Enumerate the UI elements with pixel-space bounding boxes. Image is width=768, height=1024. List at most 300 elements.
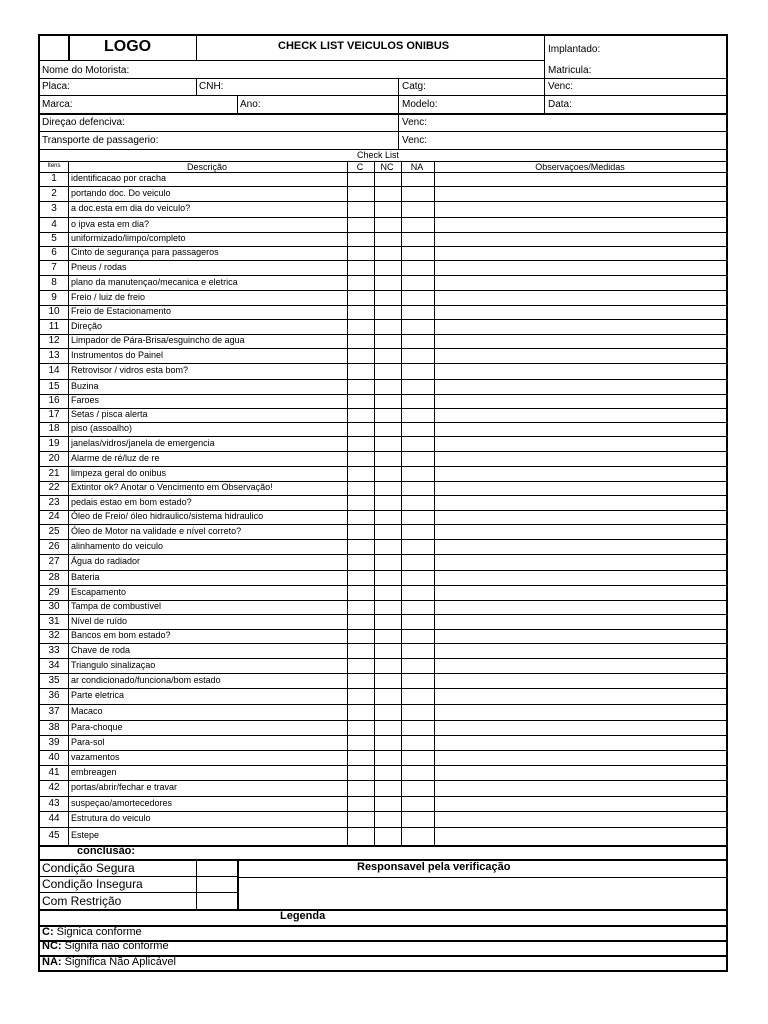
na-cell[interactable] [402,797,433,810]
nc-cell[interactable] [375,276,400,289]
c-cell[interactable] [348,261,373,274]
c-cell[interactable] [348,423,373,435]
c-cell[interactable] [348,409,373,421]
data-field[interactable] [578,97,724,111]
direcao-venc-field[interactable] [433,115,723,129]
c-cell[interactable] [348,452,373,465]
na-cell[interactable] [402,380,433,393]
nc-cell[interactable] [375,173,400,185]
obs-cell[interactable] [435,395,726,407]
item-description: Escapamento [71,587,127,597]
obs-cell[interactable] [435,291,726,304]
c-cell[interactable] [348,233,373,245]
obs-cell[interactable] [435,276,726,289]
nc-cell[interactable] [375,261,400,274]
grid-line [347,161,348,845]
na-cell[interactable] [402,644,433,657]
obs-cell[interactable] [435,437,726,450]
item-description: a doc.esta em dia do veiculo? [71,203,191,213]
obs-cell[interactable] [435,812,726,826]
com-restricao-label: Com Restrição [42,894,122,908]
obs-cell[interactable] [435,571,726,584]
nc-cell[interactable] [375,218,400,231]
title-divider [196,36,197,60]
c-cell[interactable] [348,586,373,599]
c-cell[interactable] [348,721,373,734]
legend-text: Significa Não Aplicável [61,956,176,968]
item-description: plano da manutençao/mecanica e eletrica [71,277,238,287]
checklist-section-title: Check List [357,150,400,160]
item-description: Estepe [71,830,100,840]
na-cell[interactable] [402,409,433,421]
obs-cell[interactable] [435,364,726,378]
na-cell[interactable] [402,781,433,795]
c-cell[interactable] [348,202,373,216]
item-number: 40 [48,752,60,763]
nc-cell[interactable] [375,736,400,749]
obs-cell[interactable] [435,261,726,274]
nc-cell[interactable] [375,247,400,259]
obs-cell[interactable] [435,423,726,435]
item-number: 37 [48,706,60,717]
nc-cell[interactable] [375,202,400,216]
item-description: Chave de roda [71,645,131,655]
nc-cell[interactable] [375,482,400,494]
grid-line [237,877,727,878]
item-description: Faroes [71,395,100,405]
item-description: Bancos em bom estado? [71,630,171,640]
obs-cell[interactable] [435,540,726,553]
c-cell[interactable] [348,482,373,494]
obs-cell[interactable] [435,781,726,795]
c-cell[interactable] [348,349,373,362]
item-number: 16 [48,395,60,406]
na-cell[interactable] [402,540,433,553]
c-cell[interactable] [348,781,373,795]
placa-field[interactable] [72,80,192,94]
na-cell[interactable] [402,736,433,749]
item-description: Cinto de segurança para passageros [71,247,219,257]
na-cell[interactable] [402,555,433,569]
legend-code: C: [42,926,54,938]
na-cell[interactable] [402,705,433,719]
item-number: 2 [51,188,57,199]
na-cell[interactable] [402,202,433,216]
transporte-venc-label: Venc: [402,135,428,146]
data-label: Data: [548,99,572,110]
obs-cell[interactable] [435,630,726,642]
na-cell[interactable] [402,349,433,362]
item-description: portando doc. Do veiculo [71,188,171,198]
obs-cell[interactable] [435,615,726,628]
na-cell[interactable] [402,291,433,304]
item-description: Estrutura do veiculo [71,813,151,823]
c-cell[interactable] [348,291,373,304]
na-cell[interactable] [402,173,433,185]
grid-line [237,95,238,113]
c-cell[interactable] [348,674,373,687]
catg-field[interactable] [432,80,540,94]
obs-cell[interactable] [435,674,726,687]
checklist-form [38,34,728,972]
catg-label: Catg: [402,81,426,92]
nc-cell[interactable] [375,828,400,844]
c-cell[interactable] [348,395,373,407]
item-number: 25 [48,526,60,537]
na-cell[interactable] [402,395,433,407]
c-cell[interactable] [348,644,373,657]
na-cell[interactable] [402,525,433,538]
modelo-field[interactable] [445,97,541,111]
nc-cell[interactable] [375,511,400,523]
c-cell[interactable] [348,306,373,318]
item-number: 20 [48,453,60,464]
na-cell[interactable] [402,601,433,613]
item-description: Setas / pisca alerta [71,409,148,419]
item-number: 28 [48,572,60,583]
obs-cell[interactable] [435,496,726,509]
na-cell[interactable] [402,320,433,333]
item-description: Buzina [71,381,99,391]
item-number: 26 [48,541,60,552]
obs-cell[interactable] [435,467,726,480]
obs-cell[interactable] [435,306,726,318]
marca-label: Marca: [42,99,73,110]
venc-field[interactable] [580,80,724,94]
c-cell[interactable] [348,437,373,450]
c-cell[interactable] [348,525,373,538]
responsavel-field[interactable] [240,880,725,907]
nc-cell[interactable] [375,659,400,672]
na-cell[interactable] [402,218,433,231]
c-cell[interactable] [348,766,373,779]
nc-cell[interactable] [375,721,400,734]
item-description: Retrovisor / vidros esta bom? [71,365,189,375]
item-description: janelas/vidros/janela de emergencia [71,438,215,448]
nc-cell[interactable] [375,601,400,613]
logo: LOGO [104,38,152,55]
grid-line [544,78,545,113]
ano-field[interactable] [266,97,394,111]
item-description: o ipva esta em dia? [71,219,150,229]
grid-line [374,161,375,845]
item-description: Para-choque [71,722,123,732]
nome-motorista-field[interactable] [140,62,540,76]
c-cell[interactable] [348,630,373,642]
item-description: embreagen [71,767,117,777]
nc-header: NC [380,162,394,172]
c-cell[interactable] [348,380,373,393]
c-cell[interactable] [348,187,373,200]
nc-cell[interactable] [375,812,400,826]
transporte-venc-field[interactable] [433,133,723,147]
obs-cell[interactable] [435,380,726,393]
na-cell[interactable] [402,306,433,318]
item-number: 39 [48,737,60,748]
item-number: 32 [48,630,60,641]
nc-cell[interactable] [375,467,400,480]
c-cell[interactable] [348,736,373,749]
c-cell[interactable] [348,812,373,826]
item-number: 19 [48,438,60,449]
obs-cell[interactable] [435,659,726,672]
obs-cell[interactable] [435,335,726,347]
conclusao-title: conclusão: [77,845,136,857]
legend-text: Signica conforme [53,926,142,938]
na-cell[interactable] [402,659,433,672]
na-cell[interactable] [402,812,433,826]
na-cell[interactable] [402,674,433,687]
na-cell[interactable] [402,751,433,764]
nc-cell[interactable] [375,335,400,347]
nc-cell[interactable] [375,233,400,245]
na-cell[interactable] [402,187,433,200]
na-cell[interactable] [402,437,433,450]
nc-cell[interactable] [375,766,400,779]
na-cell[interactable] [402,467,433,480]
c-cell[interactable] [348,797,373,810]
item-number: 21 [48,468,60,479]
nc-cell[interactable] [375,496,400,509]
na-cell[interactable] [402,233,433,245]
legend-code: NC: [42,940,62,952]
nc-cell[interactable] [375,380,400,393]
c-cell[interactable] [348,689,373,703]
grid-line [40,845,727,847]
nome-motorista-label: Nome do Motorista: [42,65,130,76]
c-cell[interactable] [348,173,373,185]
item-description: Freio / luiz de freio [71,292,146,302]
item-number: 43 [48,798,60,809]
c-cell[interactable] [348,496,373,509]
item-description: Óleo de Freio/ óleo hidraulico/sistema hidraulico [71,511,264,521]
obs-cell[interactable] [435,751,726,764]
na-cell[interactable] [402,364,433,378]
item-number: 5 [51,233,57,244]
item-description: Pneus / rodas [71,262,127,272]
na-cell[interactable] [402,247,433,259]
nc-cell[interactable] [375,555,400,569]
nc-cell[interactable] [375,689,400,703]
c-cell[interactable] [348,218,373,231]
obs-cell[interactable] [435,349,726,362]
nc-cell[interactable] [375,437,400,450]
item-number: 14 [48,365,60,376]
legend-text: Signifa não conforme [61,940,169,952]
na-cell[interactable] [402,335,433,347]
na-cell[interactable] [402,276,433,289]
nc-cell[interactable] [375,630,400,642]
na-cell[interactable] [402,828,433,844]
item-number: 44 [48,813,60,824]
obs-cell[interactable] [435,202,726,216]
nc-cell[interactable] [375,797,400,810]
item-number: 42 [48,782,60,793]
item-description: Instrumentos do Painel [71,350,164,360]
c-cell[interactable] [348,320,373,333]
nc-cell[interactable] [375,320,400,333]
obs-cell[interactable] [435,705,726,719]
c-cell[interactable] [348,705,373,719]
obs-cell[interactable] [435,247,726,259]
item-description: Óleo de Motor na validade e nível correto? [71,526,242,536]
c-cell[interactable] [348,247,373,259]
nc-cell[interactable] [375,781,400,795]
na-cell[interactable] [402,571,433,584]
c-cell[interactable] [348,751,373,764]
obs-cell[interactable] [435,797,726,810]
item-description: Alarme de ré/luz de re [71,453,160,463]
nc-cell[interactable] [375,349,400,362]
nc-cell[interactable] [375,615,400,628]
c-cell[interactable] [348,615,373,628]
na-cell[interactable] [402,586,433,599]
direcao-venc-label: Venc: [402,117,428,128]
obs-cell[interactable] [435,555,726,569]
obs-cell[interactable] [435,320,726,333]
nc-cell[interactable] [375,187,400,200]
na-cell[interactable] [402,721,433,734]
item-description: Limpador de Pára-Brisa/esguincho de agua [71,335,245,345]
nc-cell[interactable] [375,306,400,318]
na-cell[interactable] [402,423,433,435]
item-description: limpeza geral do onibus [71,468,167,478]
na-cell[interactable] [402,766,433,779]
c-cell[interactable] [348,555,373,569]
obs-cell[interactable] [435,173,726,185]
obs-cell[interactable] [435,689,726,703]
obs-cell[interactable] [435,187,726,200]
item-number: 18 [48,423,60,434]
com-restricao-box[interactable] [198,894,235,908]
c-cell[interactable] [348,364,373,378]
c-cell[interactable] [348,540,373,553]
item-description: uniformizado/limpo/completo [71,233,186,243]
na-cell[interactable] [402,452,433,465]
nc-cell[interactable] [375,452,400,465]
obs-cell[interactable] [435,586,726,599]
obs-cell[interactable] [435,482,726,494]
c-cell[interactable] [348,828,373,844]
na-cell[interactable] [402,482,433,494]
grid-line [40,131,727,132]
obs-cell[interactable] [435,601,726,613]
condicao-insegura-box[interactable] [198,878,235,892]
nc-cell[interactable] [375,644,400,657]
nc-cell[interactable] [375,540,400,553]
na-cell[interactable] [402,511,433,523]
c-cell[interactable] [348,467,373,480]
item-description: Bateria [71,572,100,582]
item-description: Freio de Estacionamento [71,306,172,316]
item-number: 1 [51,173,57,184]
obs-cell[interactable] [435,736,726,749]
modelo-label: Modelo: [402,99,438,110]
placa-label: Placa: [42,81,70,92]
nc-cell[interactable] [375,571,400,584]
na-cell[interactable] [402,261,433,274]
c-cell[interactable] [348,571,373,584]
nc-cell[interactable] [375,395,400,407]
item-description: alinhamento do veiculo [71,541,164,551]
nc-cell[interactable] [375,674,400,687]
c-cell[interactable] [348,335,373,347]
obs-cell[interactable] [435,721,726,734]
nc-cell[interactable] [375,364,400,378]
transporte-field[interactable] [175,133,395,147]
obs-cell[interactable] [435,218,726,231]
obs-cell[interactable] [435,511,726,523]
marca-field[interactable] [80,97,234,111]
nc-cell[interactable] [375,423,400,435]
item-description: Nível de ruído [71,616,128,626]
item-number: 22 [48,482,60,493]
na-cell[interactable] [402,689,433,703]
ano-label: Ano: [240,99,261,110]
item-description: portas/abrir/fechar e travar [71,782,178,792]
grid-line [40,892,237,893]
implantado-field[interactable] [606,38,724,58]
item-description: ar condicionado/funciona/bom estado [71,675,221,685]
grid-line [40,925,727,927]
c-cell[interactable] [348,276,373,289]
obs-cell[interactable] [435,525,726,538]
nc-cell[interactable] [375,586,400,599]
item-number: 11 [48,321,60,332]
grid-line [68,161,69,845]
item-number: 27 [48,556,60,567]
item-number: 35 [48,675,60,686]
item-number: 29 [48,587,60,598]
legend-item [42,927,142,938]
na-cell[interactable] [402,496,433,509]
nc-cell[interactable] [375,525,400,538]
nc-cell[interactable] [375,705,400,719]
implantado-divider [544,36,545,78]
c-header: C [356,162,364,172]
legend-item [42,941,169,952]
descricao-header: Descrição [186,162,228,172]
grid-line [40,909,727,911]
obs-cell[interactable] [435,452,726,465]
obs-cell[interactable] [435,409,726,421]
direcao-field[interactable] [135,115,395,129]
obs-cell[interactable] [435,233,726,245]
c-cell[interactable] [348,659,373,672]
condicao-segura-box[interactable] [198,861,235,875]
item-number: 15 [48,381,60,392]
item-number: 17 [48,409,60,420]
item-description: piso (assoalho) [71,423,133,433]
item-description: Para-sol [71,737,105,747]
nc-cell[interactable] [375,291,400,304]
nc-cell[interactable] [375,409,400,421]
matricula-field[interactable] [600,62,724,76]
c-cell[interactable] [348,601,373,613]
item-number: 45 [48,830,60,841]
c-cell[interactable] [348,511,373,523]
obs-cell[interactable] [435,828,726,844]
nc-cell[interactable] [375,751,400,764]
cnh-field[interactable] [225,80,395,94]
na-cell[interactable] [402,630,433,642]
responsavel-label: Responsavel pela verificação [357,861,511,873]
obs-cell[interactable] [435,644,726,657]
direcao-defensiva-label: Direçao defenciva: [42,117,125,128]
item-description: vazamentos [71,752,120,762]
na-cell[interactable] [402,615,433,628]
obs-cell[interactable] [435,766,726,779]
